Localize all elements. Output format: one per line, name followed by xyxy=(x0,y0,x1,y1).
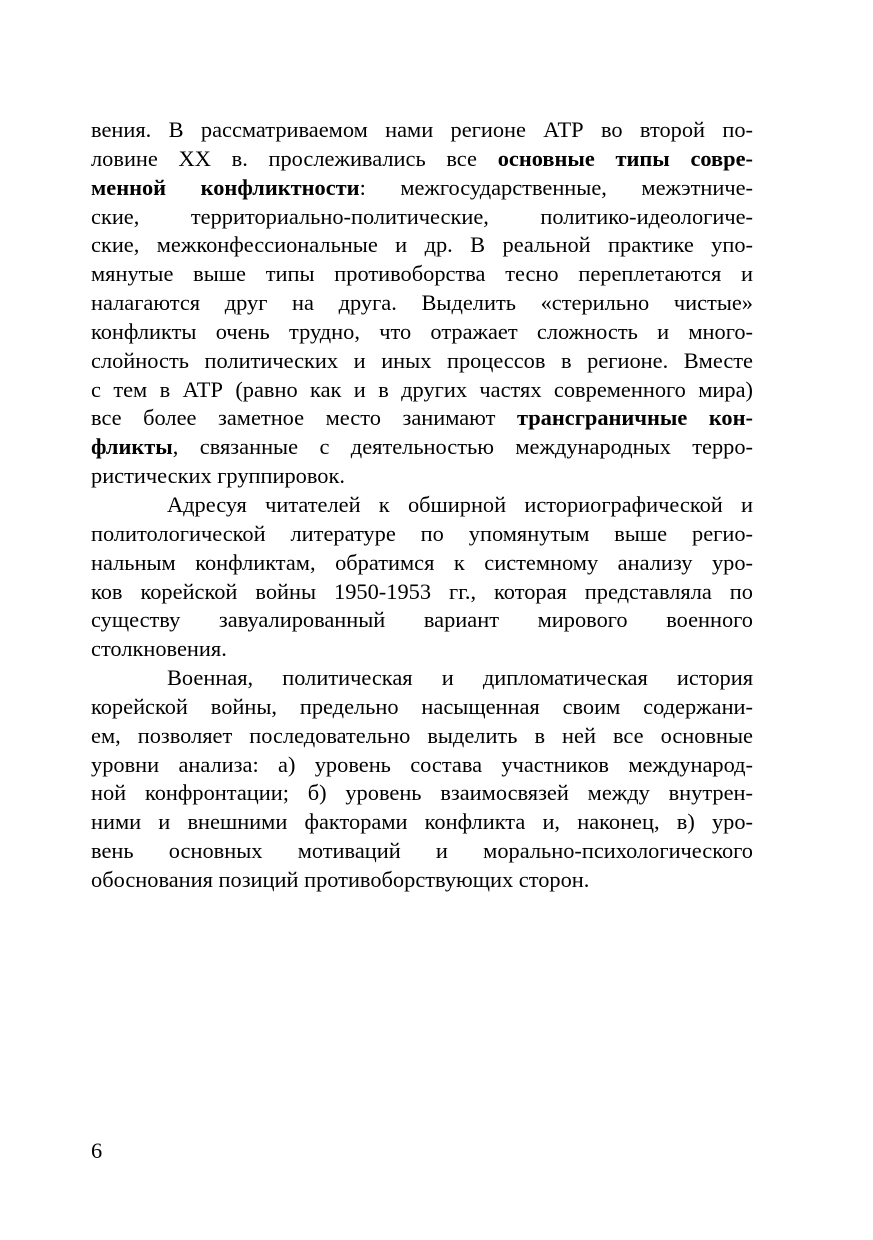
text-segment: уровни анализа: а) уровень состава участников международ- xyxy=(91,751,753,777)
text-segment: налагаются друг на друга. Выделить «стерильно чистые» xyxy=(91,290,753,316)
paragraph-2 xyxy=(91,491,753,664)
text-segment: конфликты очень трудно, что отражает сложность и много- xyxy=(91,318,753,344)
text-line xyxy=(91,289,753,318)
text-line xyxy=(91,808,753,837)
text-segment: все более заметное место занимают xyxy=(91,405,517,431)
text-segment: Адресуя читателей к обширной историографической и xyxy=(167,491,753,517)
text-segment: нальным конфликтам, обратимся к системному анализу уро- xyxy=(91,549,753,575)
bold-term: основные типы совре- xyxy=(497,145,753,171)
text-line xyxy=(91,318,753,347)
text-line xyxy=(91,116,753,145)
text-line xyxy=(91,751,753,780)
text-line xyxy=(91,145,753,174)
text-segment: обоснования позиций противоборствующих сторон. xyxy=(91,866,590,892)
text-segment: ной конфронтации; б) уровень взаимосвязей между внутрен- xyxy=(91,780,753,806)
text-line xyxy=(91,174,753,203)
text-segment: существу завуалированный вариант мирового военного xyxy=(91,607,753,633)
bold-term: фликты xyxy=(91,434,173,460)
text-segment: политологической литературе по упомянутым выше регио- xyxy=(91,520,753,546)
text-segment: корейской войны, предельно насыщенная своим содержани- xyxy=(91,693,753,719)
text-segment: вень основных мотиваций и морально-психологического xyxy=(91,838,753,864)
text-segment: слойность политических и иных процессов в регионе. Вместе xyxy=(91,347,753,373)
text-segment: ловине XX в. прослеживались все xyxy=(91,145,498,171)
text-line xyxy=(91,635,753,664)
text-line xyxy=(91,404,753,433)
text-line xyxy=(91,549,753,578)
text-line xyxy=(91,203,753,232)
text-line xyxy=(91,693,753,722)
text-line xyxy=(91,837,753,866)
text-line xyxy=(91,491,753,520)
page-text xyxy=(91,116,753,895)
paragraph-1 xyxy=(91,116,753,491)
paragraph-3 xyxy=(91,664,753,895)
text-line xyxy=(91,722,753,751)
text-segment: ними и внешними факторами конфликта и, наконец, в) уро- xyxy=(91,809,753,835)
text-segment: с тем в АТР (равно как и в других частях современного мира) xyxy=(91,376,753,402)
text-segment: ков корейской войны 1950-1953 гг., которая представляла по xyxy=(91,578,753,604)
text-segment: ские, территориально-политические, политико-идеологиче- xyxy=(91,203,753,229)
text-segment: ские, межконфессиональные и др. В реальной практике упо- xyxy=(91,232,753,258)
bold-term: менной конфликтности xyxy=(91,174,360,200)
bold-term: трансграничные кон- xyxy=(516,405,753,431)
text-line xyxy=(91,578,753,607)
text-segment: Военная, политическая и дипломатическая история xyxy=(167,665,753,691)
text-line xyxy=(91,520,753,549)
text-line xyxy=(91,376,753,405)
text-segment: мянутые выше типы противоборства тесно переплетаются и xyxy=(91,261,753,287)
text-segment: ем, позволяет последовательно выделить в ней все основные xyxy=(91,722,753,748)
text-line xyxy=(91,260,753,289)
text-line xyxy=(91,866,753,895)
text-segment: ристических группировок. xyxy=(91,463,345,489)
text-line xyxy=(91,462,753,491)
text-segment: вения. В рассматриваемом нами регионе АТР во второй по- xyxy=(91,117,753,142)
text-segment: : межгосударственные, межэтниче- xyxy=(359,174,753,200)
text-line xyxy=(91,779,753,808)
text-segment: столкновения. xyxy=(91,636,227,662)
text-line xyxy=(91,347,753,376)
text-line xyxy=(91,606,753,635)
text-line xyxy=(91,664,753,693)
text-line xyxy=(91,231,753,260)
page-number: 6 xyxy=(91,1138,103,1163)
text-line xyxy=(91,433,753,462)
text-segment: , связанные с деятельностью международных терро- xyxy=(172,434,753,460)
